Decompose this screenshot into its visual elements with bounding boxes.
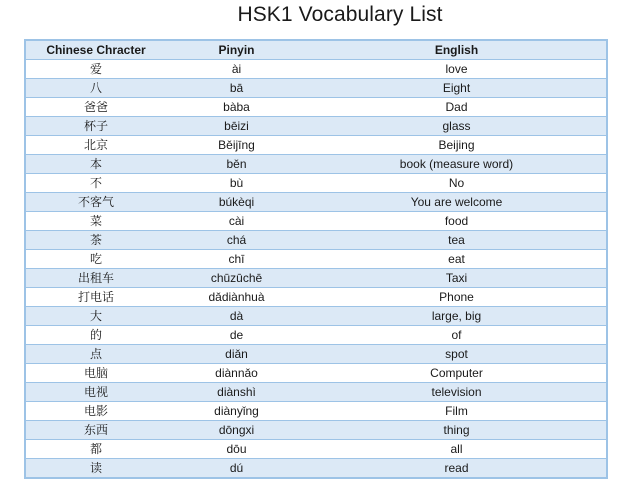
cell-english: eat bbox=[448, 252, 465, 266]
vocabulary-table bbox=[24, 39, 608, 479]
table-row bbox=[25, 250, 607, 269]
cell-english: book (measure word) bbox=[399, 157, 514, 171]
table-row bbox=[25, 231, 607, 250]
cell-chinese: 不客气 bbox=[77, 195, 114, 209]
table-row bbox=[25, 421, 607, 440]
cell-chinese: 都 bbox=[89, 442, 102, 456]
cell-pinyin: Běijīng bbox=[218, 138, 255, 152]
cell-pinyin: chá bbox=[226, 233, 247, 247]
cell-pinyin: diànnǎo bbox=[215, 366, 258, 380]
cell-english: Phone bbox=[439, 290, 474, 304]
cell-chinese: 东西 bbox=[83, 423, 108, 437]
cell-pinyin: bēizi bbox=[224, 119, 249, 133]
cell-pinyin: bā bbox=[229, 81, 244, 95]
cell-chinese: 本 bbox=[89, 157, 102, 171]
cell-pinyin: bàba bbox=[223, 100, 250, 114]
table-row bbox=[25, 60, 607, 79]
cell-english: love bbox=[445, 62, 468, 76]
cell-pinyin: chūzūchē bbox=[210, 271, 263, 285]
cell-chinese: 出租车 bbox=[77, 271, 114, 285]
cell-chinese: 吃 bbox=[89, 252, 102, 266]
cell-chinese: 读 bbox=[89, 461, 102, 475]
table-row bbox=[25, 364, 607, 383]
cell-chinese: 打电话 bbox=[77, 290, 114, 304]
cell-english: television bbox=[431, 385, 482, 399]
table-row bbox=[25, 174, 607, 193]
table-row bbox=[25, 117, 607, 136]
cell-english: all bbox=[450, 442, 463, 456]
cell-english: of bbox=[451, 328, 462, 342]
table-row bbox=[25, 136, 607, 155]
column-header-pinyin: Pinyin bbox=[166, 40, 307, 60]
cell-english: tea bbox=[448, 233, 465, 247]
table-row bbox=[25, 79, 607, 98]
table-row bbox=[25, 193, 607, 212]
cell-english: spot bbox=[445, 347, 468, 361]
table-row bbox=[25, 307, 607, 326]
cell-pinyin: dōu bbox=[226, 442, 247, 456]
table-row bbox=[25, 288, 607, 307]
page-title: HSK1 Vocabulary List bbox=[237, 3, 443, 26]
cell-chinese: 不 bbox=[89, 176, 102, 190]
cell-chinese: 茶 bbox=[89, 233, 102, 247]
cell-pinyin: cài bbox=[228, 214, 245, 228]
cell-english: Beijing bbox=[438, 138, 475, 152]
cell-pinyin: dú bbox=[229, 461, 244, 475]
cell-pinyin: dǎdiànhuà bbox=[208, 290, 265, 304]
cell-chinese: 大 bbox=[89, 309, 102, 323]
cell-english: Eight bbox=[442, 81, 471, 95]
table-row bbox=[25, 345, 607, 364]
table-row bbox=[25, 326, 607, 345]
cell-chinese: 的 bbox=[89, 328, 102, 342]
cell-english: large, big bbox=[431, 309, 482, 323]
table-row bbox=[25, 440, 607, 459]
table-row bbox=[25, 383, 607, 402]
cell-pinyin: dà bbox=[229, 309, 244, 323]
cell-english: read bbox=[444, 461, 469, 475]
cell-pinyin: de bbox=[229, 328, 244, 342]
table-row bbox=[25, 402, 607, 421]
cell-chinese: 电视 bbox=[83, 385, 108, 399]
cell-chinese: 点 bbox=[89, 347, 102, 361]
table-row bbox=[25, 155, 607, 174]
cell-english: No bbox=[448, 176, 465, 190]
column-header-english: English bbox=[307, 40, 607, 60]
table-header-row bbox=[25, 40, 607, 60]
column-header-chinese: Chinese Chracter bbox=[25, 40, 166, 60]
cell-chinese: 爸爸 bbox=[83, 100, 108, 114]
cell-pinyin: ài bbox=[231, 62, 242, 76]
cell-pinyin: běn bbox=[226, 157, 247, 171]
cell-chinese: 电影 bbox=[83, 404, 108, 418]
cell-english: Taxi bbox=[445, 271, 468, 285]
cell-english: You are welcome bbox=[410, 195, 503, 209]
cell-pinyin: diànshì bbox=[217, 385, 256, 399]
cell-chinese: 菜 bbox=[89, 214, 102, 228]
cell-chinese: 杯子 bbox=[83, 119, 108, 133]
cell-english: food bbox=[444, 214, 469, 228]
cell-pinyin: búkèqi bbox=[218, 195, 255, 209]
cell-pinyin: dōngxi bbox=[218, 423, 255, 437]
table-row bbox=[25, 212, 607, 231]
cell-english: Computer bbox=[430, 366, 483, 380]
cell-english: Dad bbox=[445, 100, 468, 114]
cell-chinese: 电脑 bbox=[83, 366, 108, 380]
cell-english: glass bbox=[442, 119, 471, 133]
cell-chinese: 北京 bbox=[83, 138, 108, 152]
table-row bbox=[25, 98, 607, 117]
cell-pinyin: bù bbox=[229, 176, 244, 190]
table-row bbox=[25, 269, 607, 288]
cell-pinyin: chī bbox=[228, 252, 245, 266]
cell-chinese: 八 bbox=[89, 81, 102, 95]
cell-pinyin: diànyǐng bbox=[214, 404, 259, 418]
cell-english: thing bbox=[443, 423, 470, 437]
cell-chinese: 爱 bbox=[89, 62, 102, 76]
cell-english: Film bbox=[445, 404, 468, 418]
table-row bbox=[25, 459, 607, 479]
cell-pinyin: diǎn bbox=[225, 347, 248, 361]
